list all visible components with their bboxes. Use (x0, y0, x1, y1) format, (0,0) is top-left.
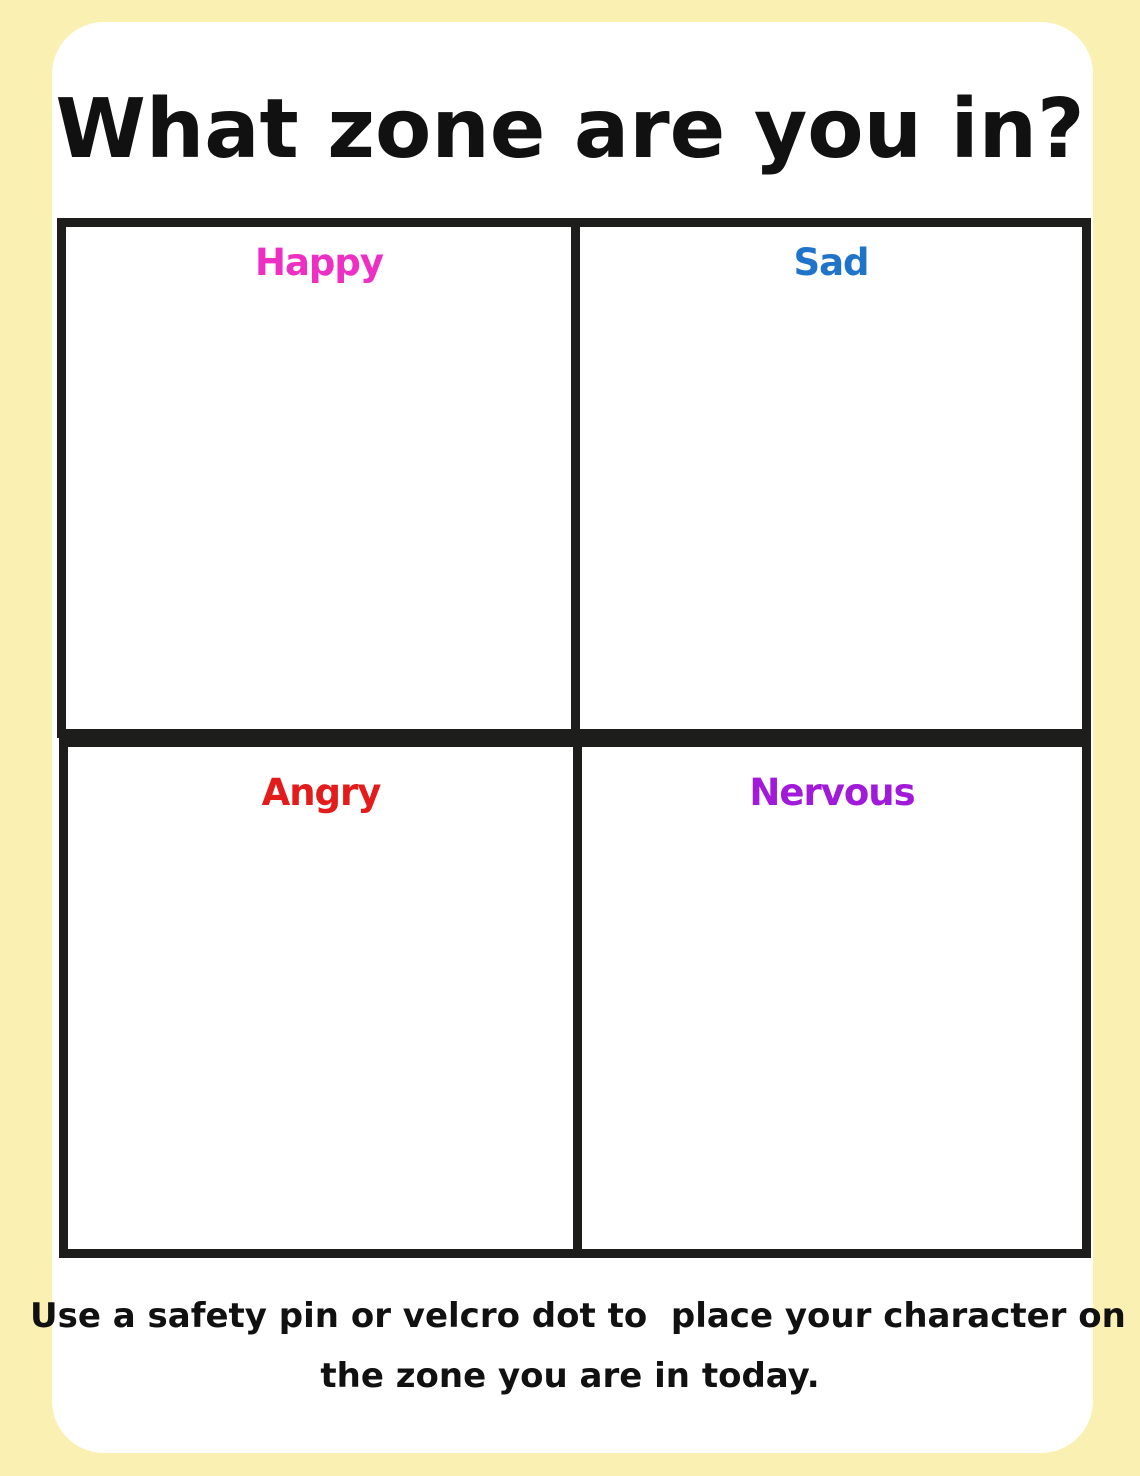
zone-nervous-label: Nervous (749, 771, 915, 814)
zone-sad-label: Sad (793, 241, 869, 284)
instructions-text (30, 1286, 1126, 1406)
instructions-line-1: Use a safety pin or velcro dot to place your character on (30, 1296, 1126, 1336)
zone-happy-label: Happy (254, 241, 384, 284)
zone-happy-box[interactable] (57, 218, 581, 738)
zone-angry-label: Angry (261, 771, 381, 814)
zone-angry-box[interactable] (59, 738, 583, 1258)
page-title: What zone are you in? (55, 82, 1085, 177)
zone-sad-box[interactable] (571, 218, 1091, 738)
zone-nervous-box[interactable] (573, 738, 1091, 1258)
instructions-line-2: the zone you are in today. (320, 1356, 820, 1396)
